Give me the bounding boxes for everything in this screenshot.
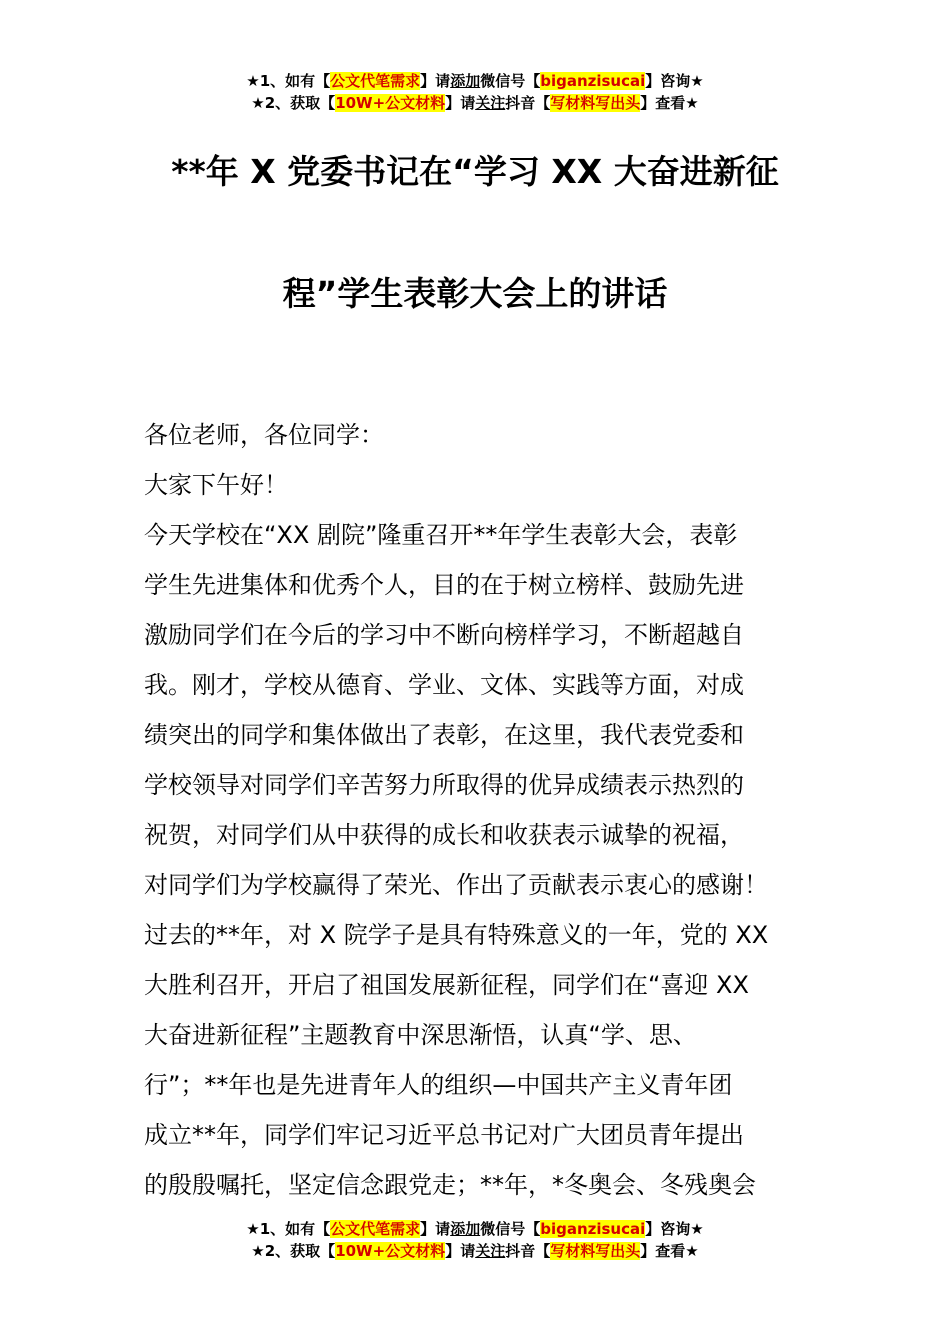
banner-highlight: 10W+公文材料: [335, 1242, 446, 1260]
footer-banner: [0, 1218, 950, 1262]
body-line: 激励同学们在今后的学习中不断向榜样学习，不断超越自: [144, 621, 744, 649]
banner-text: ★2、获取【: [251, 1242, 336, 1260]
banner-highlight: 写材料写出头: [550, 94, 641, 112]
document-body: [144, 410, 814, 1210]
banner-line-2: [0, 92, 950, 114]
banner-text: ★1、如有【: [246, 1220, 331, 1238]
banner-text: 】咨询★: [645, 72, 704, 90]
banner-line-1: [0, 1218, 950, 1240]
body-line: 对同学们为学校赢得了荣光、作出了贡献表示衷心的感谢！: [144, 871, 768, 899]
banner-line-2: [0, 1240, 950, 1262]
banner-text: 】查看★: [640, 94, 699, 112]
body-line: 大奋进新征程”主题教育中深思渐悟，认真“学、思、: [144, 1021, 697, 1049]
body-line: 的殷殷嘱托，坚定信念跟党走；**年，*冬奥会、冬残奥会: [144, 1171, 756, 1199]
document-title-line-1: **年 X 党委书记在“学习 XX 大奋进新征: [171, 152, 779, 191]
banner-text: 】咨询★: [645, 1220, 704, 1238]
banner-text: 】请: [445, 1242, 476, 1260]
banner-text: 抖音【: [505, 94, 551, 112]
banner-text: 抖音【: [505, 1242, 551, 1260]
body-line: 成立**年，同学们牢记习近平总书记对广大团员青年提出: [144, 1121, 744, 1149]
body-line: 行”；**年也是先进青年人的组织—中国共产主义青年团: [144, 1071, 733, 1099]
banner-underline: 关注: [475, 1242, 506, 1260]
banner-highlight: biganzisucai: [540, 1220, 646, 1238]
banner-highlight: 公文代笔需求: [330, 1220, 421, 1238]
body-line: 大胜利召开，开启了祖国发展新征程，同学们在“喜迎 XX: [144, 971, 749, 999]
banner-underline: 添加: [450, 72, 481, 90]
banner-highlight: 公文代笔需求: [330, 72, 421, 90]
document-title-line-2: 程”学生表彰大会上的讲话: [282, 274, 668, 313]
banner-highlight: 10W+公文材料: [335, 94, 446, 112]
banner-highlight: biganzisucai: [540, 72, 646, 90]
body-line: 我。刚才，学校从德育、学业、文体、实践等方面，对成: [144, 671, 744, 699]
header-banner: [0, 70, 950, 114]
banner-text: 微信号【: [480, 1220, 541, 1238]
body-line: 今天学校在“XX 剧院”隆重召开**年学生表彰大会，表彰: [144, 521, 738, 549]
banner-text: 】查看★: [640, 1242, 699, 1260]
body-line: 祝贺，对同学们从中获得的成长和收获表示诚挚的祝福，: [144, 821, 744, 849]
banner-underline: 关注: [475, 94, 506, 112]
banner-text: 】请: [445, 94, 476, 112]
banner-text: ★1、如有【: [246, 72, 331, 90]
body-line: 大家下午好！: [144, 471, 288, 499]
banner-underline: 添加: [450, 1220, 481, 1238]
banner-text: 】请: [420, 72, 451, 90]
body-line: 学校领导对同学们辛苦努力所取得的优异成绩表示热烈的: [144, 771, 744, 799]
banner-text: ★2、获取【: [251, 94, 336, 112]
body-line: 各位老师，各位同学：: [144, 421, 384, 449]
banner-text: 微信号【: [480, 72, 541, 90]
body-line: 绩突出的同学和集体做出了表彰，在这里，我代表党委和: [144, 721, 744, 749]
banner-highlight: 写材料写出头: [550, 1242, 641, 1260]
body-line: 学生先进集体和优秀个人，目的在于树立榜样、鼓励先进: [144, 571, 744, 599]
banner-line-1: [0, 70, 950, 92]
banner-text: 】请: [420, 1220, 451, 1238]
body-line: 过去的**年，对 X 院学子是具有特殊意义的一年，党的 XX: [144, 921, 769, 949]
